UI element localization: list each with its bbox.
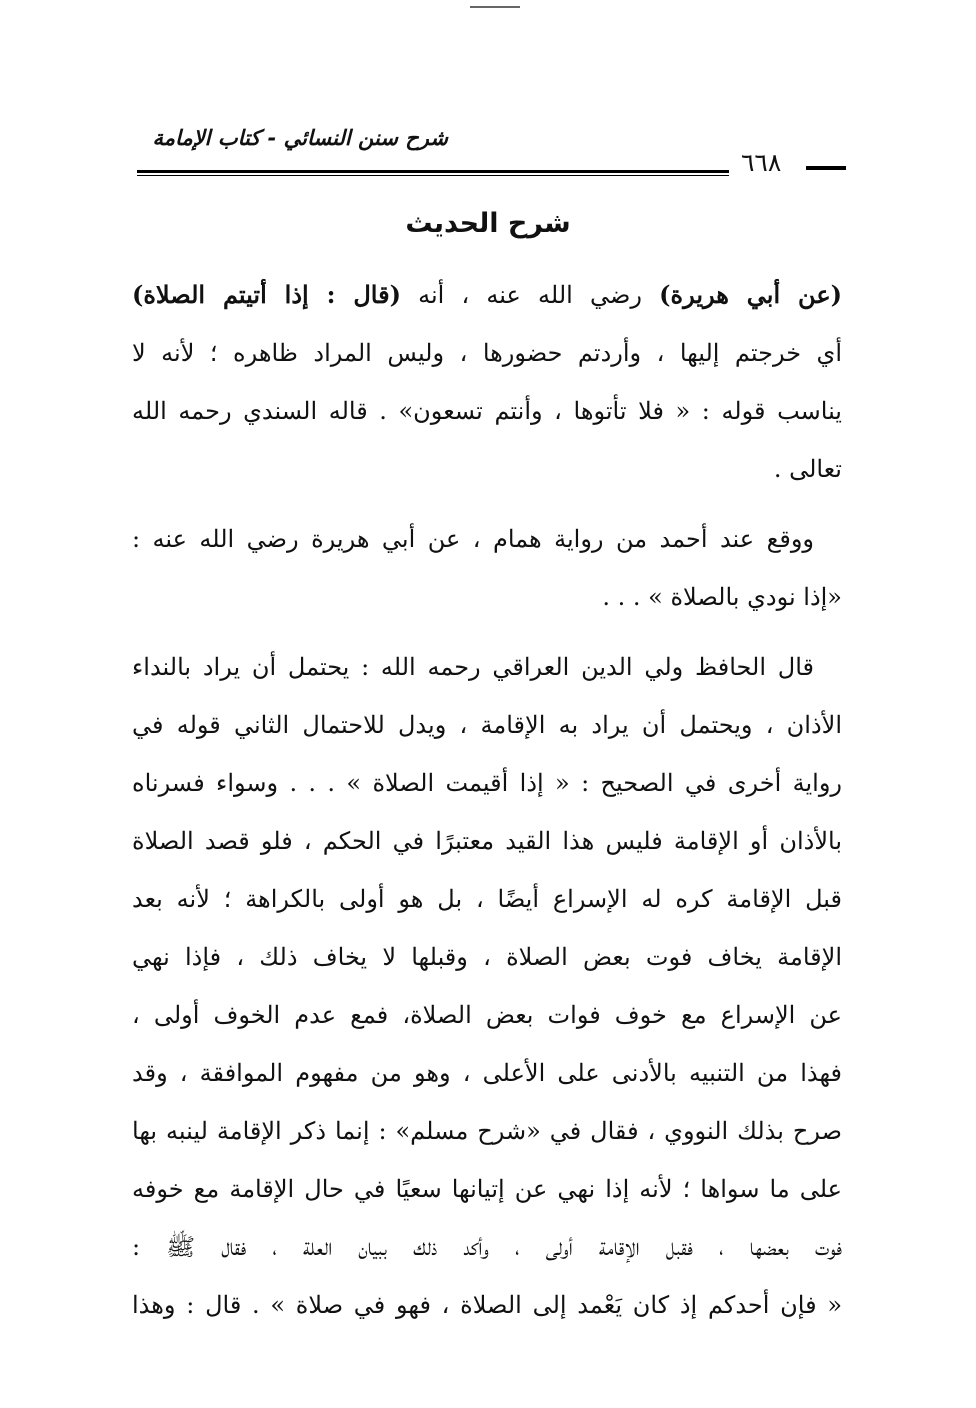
page-number-dash (806, 166, 846, 170)
text-line: عن الإسراع مع خوف فوات بعض الصلاة، فمع عدم الخوف أولى ، (132, 1001, 842, 1029)
text-line: ووقع عند أحمد من رواية همام ، عن أبي هريرة رضي الله عنه : (132, 525, 814, 553)
text-line: قال الحافظ ولي الدين العراقي رحمه الله : يحتمل أن يراد بالنداء (132, 653, 814, 681)
header-rule (137, 170, 729, 176)
text-line (132, 266, 842, 324)
running-title: شرح سنن النسائي - كتاب الإمامة (152, 126, 448, 150)
text-line: « فإن أحدكم إذ كان يَعْمد إلى الصلاة ، فهو في صلاة » . قال : وهذا (132, 1291, 842, 1319)
paragraph-2 (132, 510, 842, 626)
text-line: صرح بذلك النووي ، فقال في «شرح مسلم» : إنما ذكر الإقامة لينبه بها (132, 1117, 842, 1145)
text-line: قبل الإقامة كره له الإسراع أيضًا ، بل هو أولى بالكراهة ؛ لأنه بعد (132, 885, 842, 913)
text-line: الإقامة يخاف فوت بعض الصلاة ، وقبلها لا يخاف ذلك ، فإذا نهي (132, 943, 842, 971)
paragraph-1 (132, 266, 842, 498)
text-line: رواية أخرى في الصحيح : « إذا أقيمت الصلاة » . . . وسواء فسرناه (132, 769, 842, 797)
text-line: يناسب قوله : « فلا تأتوها ، وأنتم تسعون» . قاله السندي رحمه الله (132, 397, 842, 425)
text-line: على ما سواها ؛ لأنه إذا نهي عن إتيانها سعيًا في حال الإقامة مع خوفه (132, 1175, 842, 1203)
text-line: فوت بعضها ، فقبل الإقامة أولى ، وأكد ذلك ببيان العلة ، فقال ﷺ : (132, 1233, 842, 1261)
top-edge-mark (470, 6, 520, 8)
bold-phrase: (قال : إذا أتيتم الصلاة) (132, 280, 401, 309)
bold-phrase: (عن أبي هريرة) (659, 280, 842, 309)
section-title: شرح الحديث (405, 208, 571, 239)
page-number: ٦٦٨ (741, 148, 782, 177)
text-line: بالأذان أو الإقامة فليس هذا القيد معتبرًا في الحكم ، فلو قصد الصلاة (132, 827, 842, 855)
text-line: فهذا من التنبيه بالأدنى على الأعلى ، وهو من مفهوم الموافقة ، وقد (132, 1059, 842, 1087)
text-line: تعالى . (773, 455, 842, 483)
text-line: «إذا نودي بالصلاة » . . . (602, 583, 842, 611)
body-text (132, 266, 842, 1334)
text-run: رضي الله عنه ، أنه (400, 281, 660, 309)
text-line: الأذان ، ويحتمل أن يراد به الإقامة ، ويدل للاحتمال الثاني قوله في (132, 711, 842, 739)
text-line: أي خرجتم إليها ، وأردتم حضورها ، وليس المراد ظاهره ؛ لأنه لا (132, 339, 842, 367)
paragraph-3 (132, 638, 842, 1334)
